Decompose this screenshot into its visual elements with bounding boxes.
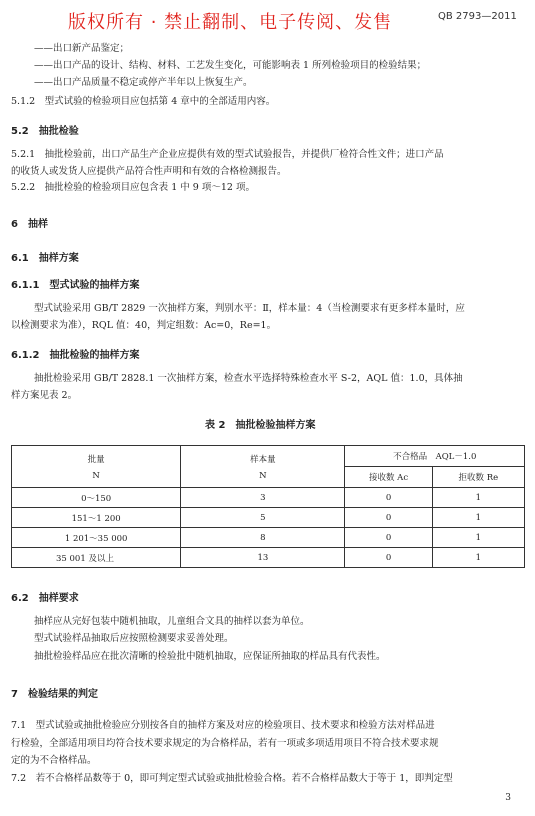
- table-row: [12, 488, 525, 508]
- cell-reject: 1: [432, 508, 524, 528]
- header-reject: 拒收数 Re: [432, 467, 524, 488]
- heading-6-2: 6.2 抽样要求: [11, 593, 79, 604]
- cell-reject: 1: [432, 488, 524, 508]
- cell-batch: 0～150: [12, 488, 181, 508]
- header-batch: 批量: [87, 454, 105, 465]
- cell-sample: 8: [181, 528, 345, 548]
- clause-7-2: 7.2 若不合格样品数等于 0，即可判定型式试验或抽批检验合格。若不合格样品数大于等于 1，即判定型: [11, 773, 453, 784]
- cell-batch: 1 201～35 000: [12, 528, 181, 548]
- cell-batch: 35 001 及以上: [12, 548, 181, 568]
- para-6-1-2-line2: 样方案见表 2。: [11, 390, 78, 401]
- clause-5-2-2: 5.2.2 抽批检验的检验项目应包含表 1 中 9 项～12 项。: [11, 182, 255, 193]
- cell-accept: 0: [345, 548, 432, 568]
- heading-6: 6 抽样: [11, 219, 48, 230]
- heading-6-1-2: 6.1.2 抽批检验的抽样方案: [11, 350, 140, 361]
- cell-accept: 0: [345, 488, 432, 508]
- cell-batch: 151～1 200: [12, 508, 181, 528]
- standard-code: QB 2793—2011: [438, 11, 517, 22]
- heading-5-2: 5.2 抽批检验: [11, 126, 79, 137]
- clause-7-1-line1: 7.1 型式试验或抽批检验应分别按各自的抽样方案及对应的检验项目、技术要求和检验方法对样品进: [11, 720, 435, 731]
- header-sample-cell: [181, 446, 345, 488]
- heading-6-1: 6.1 抽样方案: [11, 253, 79, 264]
- clause-7-1-line3: 定的为不合格样品。: [11, 755, 97, 766]
- para-6-1-1-line1: 型式试验采用 GB/T 2829 一次抽样方案，判别水平：Ⅱ，样本量：4（当检测要求有更多样本量时，应: [34, 303, 465, 314]
- cell-sample: 3: [181, 488, 345, 508]
- cell-accept: 0: [345, 528, 432, 548]
- cell-reject: 1: [432, 548, 524, 568]
- list-item: ——出口产品质量不稳定或停产半年以上恢复生产。: [34, 77, 253, 88]
- para-6-2-line2: 型式试验样品抽取后应按照检测要求妥善处理。: [34, 633, 234, 644]
- table-row: [12, 548, 525, 568]
- para-6-1-1-line2: 以检测要求为准），RQL 值：40，判定组数：Ac=0，Re=1。: [11, 320, 277, 331]
- sampling-plan-table: [11, 445, 525, 568]
- heading-7: 7 检验结果的判定: [11, 689, 98, 700]
- para-6-2-line3: 抽批检验样品应在批次清晰的检验批中随机抽取，应保证所抽取的样品具有代表性。: [34, 651, 386, 662]
- list-item: ——出口新产品鉴定；: [34, 43, 130, 54]
- clause-5-2-1-line1: 5.2.1 抽批检验前，出口产品生产企业应提供有效的型式试验报告，并提供厂检符合性文件；进口产品: [11, 149, 444, 160]
- header-batch-cell: [12, 446, 181, 488]
- para-6-1-2-line1: 抽批检验采用 GB/T 2828.1 一次抽样方案，检查水平选择特殊检查水平 S-2，AQL 值：1.0，具体抽: [34, 373, 463, 384]
- header-batch-symbol: N: [92, 470, 100, 481]
- watermark-banner: 版权所有 · 禁止翻制、电子传阅、发售: [68, 12, 393, 33]
- page-number: 3: [505, 793, 511, 803]
- header-sample: 样本量: [250, 454, 276, 465]
- header-nonconforming: 不合格品 AQL－1.0: [345, 446, 525, 467]
- clause-7-1-line2: 行检验，全部适用项目均符合技术要求规定的为合格样品，若有一项或多项适用项目不符合技术要求规: [11, 738, 439, 749]
- cell-reject: 1: [432, 528, 524, 548]
- header-accept: 接收数 Ac: [345, 467, 432, 488]
- clause-5-1-2: 5.1.2 型式试验的检验项目应包括第 4 章中的全部适用内容。: [11, 96, 276, 107]
- header-sample-symbol: N: [259, 470, 267, 481]
- para-6-2-line1: 抽样应从完好包装中随机抽取，儿童组合文具的抽样以套为单位。: [34, 616, 310, 627]
- cell-accept: 0: [345, 508, 432, 528]
- clause-5-2-1-line2: 的收货人或发货人应提供产品符合性声明和有效的合格检测报告。: [11, 166, 287, 177]
- table-caption: 表 2 抽批检验抽样方案: [205, 420, 316, 431]
- cell-sample: 5: [181, 508, 345, 528]
- cell-sample: 13: [181, 548, 345, 568]
- heading-6-1-1: 6.1.1 型式试验的抽样方案: [11, 280, 140, 291]
- table-row: [12, 528, 525, 548]
- list-item: ——出口产品的设计、结构、材料、工艺发生变化，可能影响表 1 所列检验项目的检验结果；: [34, 60, 427, 71]
- table-row: [12, 508, 525, 528]
